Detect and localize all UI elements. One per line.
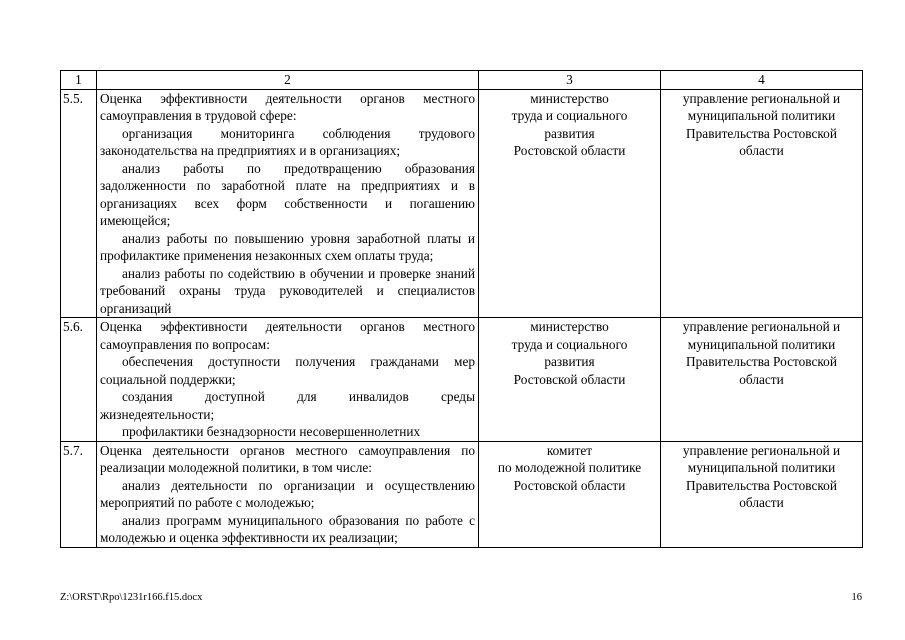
plan-table bbox=[60, 70, 863, 548]
coexecutor-line: области bbox=[739, 495, 784, 510]
table-row bbox=[61, 318, 863, 442]
description-paragraph: анализ работы по повышению уровня заработной платы и профилактике применения незаконных схем оплаты труда; bbox=[100, 230, 475, 263]
coexecutor-line: муниципальной политики bbox=[687, 108, 836, 123]
row-number: 5.7. bbox=[61, 441, 97, 547]
table-row bbox=[61, 89, 863, 318]
executor-line: министерство bbox=[530, 319, 609, 334]
coexecutor-line: управление региональной и bbox=[682, 319, 841, 334]
coexecutor-line: муниципальной политики bbox=[687, 460, 836, 475]
description-paragraph: Оценка эффективности деятельности органов местного самоуправления в трудовой сфере: bbox=[100, 90, 475, 123]
row-coexecutor bbox=[661, 441, 863, 547]
description-paragraph: создания доступной для инвалидов среды жизнедеятельности; bbox=[100, 389, 475, 422]
coexecutor-line: области bbox=[739, 143, 784, 158]
table-row bbox=[61, 441, 863, 547]
coexecutor-line: Правительства Ростовской bbox=[686, 125, 837, 141]
executor-line: развития bbox=[544, 125, 595, 141]
coexecutor-line: области bbox=[739, 371, 784, 387]
executor-line: труда и социального bbox=[511, 108, 628, 123]
row-description bbox=[97, 441, 479, 547]
description-paragraph: Оценка деятельности органов местного самоуправления по реализации молодежной политики, в том числе: bbox=[100, 442, 475, 475]
row-coexecutor bbox=[661, 318, 863, 442]
coexecutor-line: Правительства Ростовской bbox=[686, 477, 837, 493]
header-col-1: 1 bbox=[61, 71, 97, 90]
executor-line: комитет bbox=[546, 442, 593, 458]
description-paragraph: анализ программ муниципального образования по работе с молодежью и оценка эффективности их реализации; bbox=[100, 512, 475, 545]
executor-line: Ростовской области bbox=[513, 371, 626, 387]
executor-line: министерство bbox=[530, 90, 609, 106]
description-paragraph: анализ работы по содействию в обучении и проверке знаний требований охраны труда руководителей и специалистов организаций bbox=[100, 265, 475, 316]
coexecutor-line: управление региональной и bbox=[682, 90, 841, 106]
row-executor bbox=[479, 318, 661, 442]
description-paragraph: анализ работы по предотвращению образования задолженности по заработной плате на предприятиях и в организациях всех форм собственности и погашению имеющейся; bbox=[100, 160, 475, 228]
header-col-3: 3 bbox=[479, 71, 661, 90]
executor-line: труда и социального bbox=[511, 336, 628, 352]
row-coexecutor bbox=[661, 89, 863, 318]
coexecutor-line: муниципальной политики bbox=[687, 336, 836, 352]
executor-line: Ростовской области bbox=[513, 477, 626, 493]
row-description bbox=[97, 89, 479, 318]
row-executor bbox=[479, 441, 661, 547]
coexecutor-line: управление региональной и bbox=[682, 442, 841, 458]
footer-file-path: Z:\ORST\Rpo\1231r166.f15.docx bbox=[60, 592, 203, 603]
executor-line: развития bbox=[544, 354, 595, 369]
description-paragraph: профилактики безнадзорности несовершеннолетних bbox=[122, 424, 421, 439]
row-number: 5.5. bbox=[61, 89, 97, 318]
executor-line: по молодежной политике bbox=[497, 460, 642, 475]
footer-page-number: 16 bbox=[851, 592, 862, 603]
description-paragraph: обеспечения доступности получения гражданами мер социальной поддержки; bbox=[100, 354, 475, 387]
header-col-4: 4 bbox=[661, 71, 863, 90]
row-executor bbox=[479, 89, 661, 318]
header-col-2: 2 bbox=[97, 71, 479, 90]
row-description bbox=[97, 318, 479, 442]
header-row bbox=[61, 71, 863, 90]
description-paragraph: организация мониторинга соблюдения трудового законодательства на предприятиях и в организациях; bbox=[100, 125, 475, 158]
description-paragraph: анализ деятельности по организации и осуществлению мероприятий по работе с молодежью; bbox=[100, 477, 475, 510]
row-number: 5.6. bbox=[61, 318, 97, 442]
description-paragraph: Оценка эффективности деятельности органов местного самоуправления по вопросам: bbox=[100, 319, 475, 352]
executor-line: Ростовской области bbox=[513, 143, 626, 158]
coexecutor-line: Правительства Ростовской bbox=[686, 354, 837, 369]
